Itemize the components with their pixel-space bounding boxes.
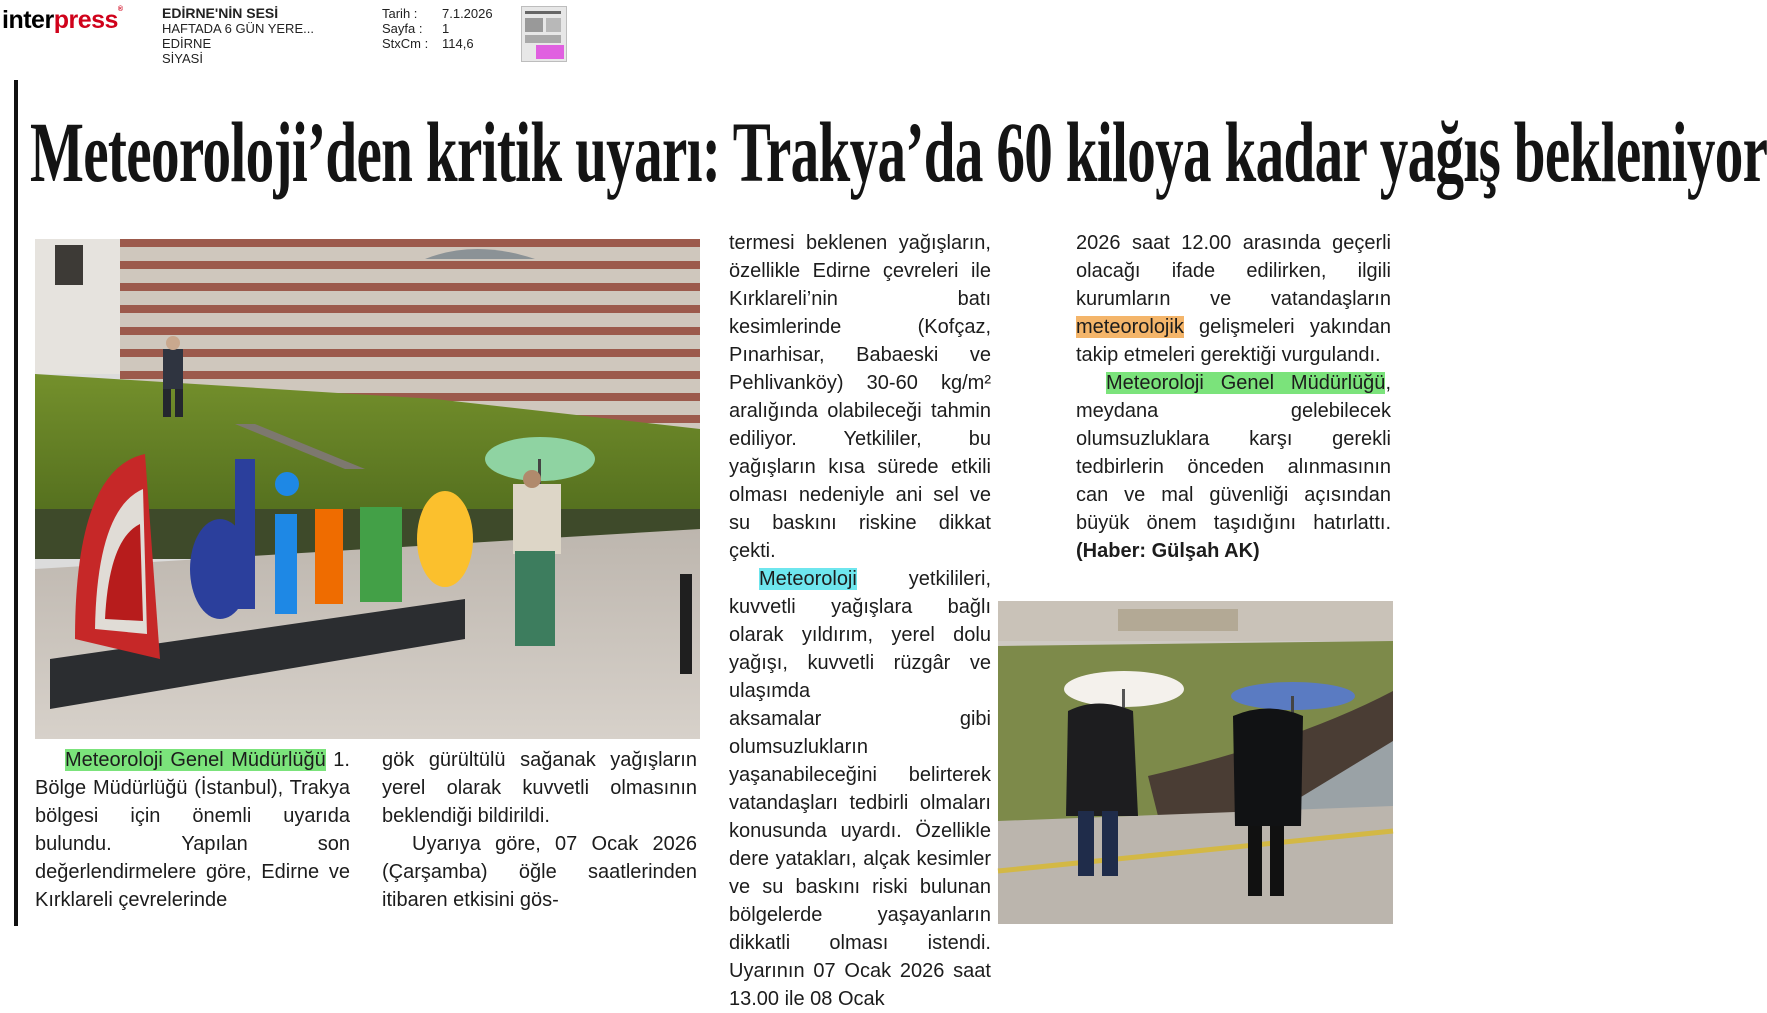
publication-category: SİYASİ: [162, 51, 203, 66]
col4-text-b: gelişmeleri yakından takip etmeleri gerektiği vurgulandı.: [1076, 316, 1391, 366]
highlight-meteorolojik: meteorolojik: [1076, 316, 1184, 338]
article-column-1: [35, 746, 350, 914]
byline: (Haber: Gülşah AK): [1076, 540, 1260, 562]
highlight-meteoroloji-genel-mudurlugu-2: Meteoroloji Genel Müdürlüğü: [1106, 372, 1386, 394]
highlight-meteoroloji-genel-mudurlugu: Meteoroloji Genel Müdürlüğü: [65, 749, 326, 771]
col4-text-c: , meydana gelebilecek olumsuzluklara karşı gerekli tedbirlerin önceden alınmasının can ve mal güvenliği açısından büyük önem taşıdığını hatırlattı.: [1076, 372, 1391, 534]
article-column-2: [382, 746, 697, 914]
left-rule: [14, 80, 18, 926]
article-column-4: [1076, 229, 1391, 565]
publication-frequency: HAFTADA 6 GÜN YERE...: [162, 21, 314, 36]
stxcm-label: StxCm :: [382, 36, 429, 51]
col2-paragraph-2: Uyarıya göre, 07 Ocak 2026 (Çarşamba) öğle saatlerinden itibaren etkisini gös-: [382, 833, 697, 911]
col3-paragraph-2b: aksamalar gibi olumsuzlukların yaşanabileceğini belirterek vatandaşları tedbirli olmaları konusunda uyardı. Özellikle dere yatakları, alçak kesimler ve su baskını riski bulunan bölgelerde yaşayanların dikkatli olması istendi. Uyarının 07 Ocak 2026 saat 13.00 ile 08 Ocak: [729, 708, 991, 1010]
date-value: 7.1.2026: [442, 6, 493, 21]
clip-meta: [382, 6, 493, 51]
page-value: 1: [442, 21, 450, 36]
col2-paragraph-1: gök gürültülü sağanak yağışların yerel olarak kuvvetli olmasının beklendiği bildirildi.: [382, 749, 697, 827]
publication-name: EDİRNE'NİN SESİ: [162, 5, 279, 21]
photo-edirne-sign: [35, 239, 700, 739]
registered-mark: ®: [117, 6, 123, 13]
headline: Meteoroloji’den kritik uyarı: Trakya’da 60 kiloya kadar yağış bekleniyor: [30, 104, 1767, 200]
stxcm-value: 114,6: [442, 36, 474, 51]
article-column-3: [729, 229, 991, 1013]
interpress-logo: interpress®: [2, 6, 123, 34]
col4-text-a: 2026 saat 12.00 arasında geçerli olacağı ifade edilirken, ilgili kurumların ve vatandaşların: [1076, 232, 1391, 310]
col1-text: 1. Bölge Müdürlüğü (İstanbul), Trakya bölgesi için önemli uyarıda bulundu. Yapılan son değerlendirmelere göre, Edirne ve Kırklareli çevrelerinde: [35, 749, 350, 911]
publication-city: EDİRNE: [162, 36, 212, 51]
highlight-meteoroloji: Meteoroloji: [759, 568, 857, 590]
col3-paragraph-2a: yetkilileri, kuvvetli yağışlara bağlı olarak yıldırım, yerel dolu yağışı, kuvvetli rüzgâr ve ulaşımda: [729, 568, 991, 702]
col3-paragraph-1: termesi beklenen yağışların, özellikle Edirne çevreleri ile Kırklareli’nin batı kesimlerinde (Kofçaz, Pınarhisar, Babaeski ve Pehlivanköy) 30-60 kg/m² aralığında olabileceği tahmin ediliyor. Yetkililer, bu yağışların kısa sürede etkili olması nedeniyle ani sel ve su baskını riskine dikkat çekti.: [729, 232, 991, 562]
date-label: Tarih :: [382, 6, 418, 21]
page-thumbnail[interactable]: [521, 6, 567, 62]
page-label: Sayfa :: [382, 21, 423, 36]
photo-people-umbrellas: [998, 601, 1393, 924]
publication-info: [162, 6, 314, 66]
